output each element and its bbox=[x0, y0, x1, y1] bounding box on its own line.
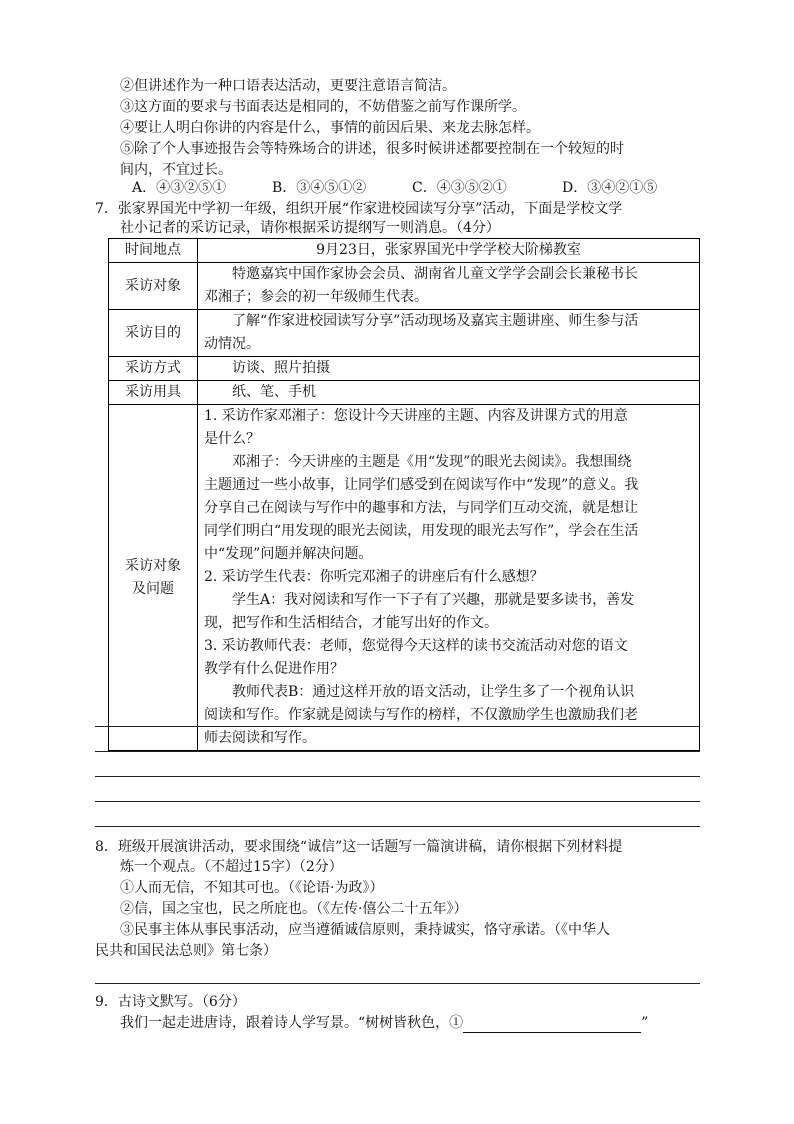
qa-content bbox=[198, 405, 700, 751]
qa-line: 阅读和写作。作家就是阅读与写作的榜样，不仅激励学生也激励我们老 bbox=[204, 707, 638, 723]
qa-label-line: 及问题 bbox=[132, 580, 174, 597]
q8-stem-line2: 炼一个观点。（不超过15字）（2分） bbox=[120, 859, 343, 875]
qa-line: 3. 采访教师代表：老师，您觉得今天这样的读书交流活动对您的语文 bbox=[204, 638, 628, 654]
qa-label-line: 采访对象 bbox=[125, 557, 181, 574]
q6-item-4: ④要让人明白你讲的内容是什么，事情的前因后果、来龙去脉怎样。 bbox=[120, 120, 540, 136]
qa-line: 1. 采访作家邓湘子：您设计今天讲座的主题、内容及讲课方式的用意 bbox=[204, 408, 628, 424]
q7-stem-line2: 社小记者的采访记录，请你根据采访提纲写一则消息。（4分） bbox=[120, 220, 500, 236]
fill-blank-1[interactable] bbox=[463, 1016, 641, 1033]
tools-label: 采访用具 bbox=[109, 381, 198, 405]
answer-line[interactable] bbox=[95, 751, 700, 752]
qa-label bbox=[109, 405, 198, 751]
q8-material: ②信，国之宝也，民之所庇也。（《左传·僖公二十五年》） bbox=[120, 901, 468, 917]
qa-line: 分享自己在阅读与写作中的趣事和方法，与同学们互动交流，就是想让 bbox=[204, 500, 638, 516]
interview-table bbox=[108, 238, 700, 751]
table-row bbox=[109, 239, 700, 263]
q8-stem-line1: 8．班级开展演讲活动，要求围绕“诚信”这一话题写一篇演讲稿，请你根据下列材料提 bbox=[95, 839, 623, 855]
tools-value: 纸、笔、手机 bbox=[198, 381, 700, 405]
time-label: 时间地点 bbox=[109, 239, 198, 263]
q8-material: ①人而无信，不知其可也。（《论语·为政》） bbox=[120, 880, 384, 896]
qa-line: 中“发现”问题并解决问题。 bbox=[204, 546, 373, 562]
q7-stem-line1: 7．张家界国光中学初一年级，组织开展“作家进校园读写分享”活动，下面是学校文学 bbox=[95, 201, 623, 217]
q6-item-5: ⑤除了个人事迹报告会等特殊场合的讲述，很多时候讲述都要控制在一个较短的时 bbox=[120, 141, 624, 157]
qa-line: 学生A：我对阅读和写作一下子有了兴趣，那就是要多读书，善发 bbox=[232, 592, 635, 608]
q9-line bbox=[120, 1013, 648, 1033]
object-label: 采访对象 bbox=[109, 263, 198, 310]
q6-item-5-cont: 间内，不宜过长。 bbox=[120, 162, 232, 178]
q6-options bbox=[132, 178, 692, 198]
q8-material-cont: 民共和国民法总则》第七条） bbox=[95, 943, 277, 959]
q8-material: ③民事主体从事民事活动，应当遵循诚信原则，秉持诚实，恪守承诺。（《中华人 bbox=[120, 922, 610, 938]
object-line: 邓湘子；参会的初一年级师生代表。 bbox=[204, 289, 428, 305]
answer-line[interactable] bbox=[95, 776, 700, 777]
q9-stem: 9．古诗文默写。（6分） bbox=[95, 994, 246, 1010]
answer-line[interactable] bbox=[95, 726, 700, 727]
qa-line: 邓湘子：今天讲座的主题是《用“发现”的眼光去阅读》。我想围绕 bbox=[232, 454, 632, 470]
answer-line[interactable] bbox=[95, 983, 700, 984]
q9-line-end: ” bbox=[641, 1015, 649, 1031]
q6-option-c[interactable]: C．④③⑤②① bbox=[412, 180, 507, 196]
qa-line: 2. 采访学生代表：你听完邓湘子的讲座后有什么感想？ bbox=[204, 569, 544, 585]
purpose-value bbox=[198, 310, 700, 357]
answer-line[interactable] bbox=[95, 826, 700, 827]
qa-line: 现，把写作和生活相结合，才能写出好的作文。 bbox=[204, 615, 498, 631]
table-row bbox=[109, 381, 700, 405]
object-line: 特邀嘉宾中国作家协会会员、湖南省儿童文学学会副会长兼秘书长 bbox=[232, 266, 638, 282]
qa-line: 同学们明白“用发现的眼光去阅读，用发现的眼光去写作”，学会在生活 bbox=[204, 523, 639, 539]
table-row bbox=[109, 310, 700, 357]
q6-option-d[interactable]: D．③④②①⑤ bbox=[562, 180, 658, 196]
time-value: 9月23日，张家界国光中学学校大阶梯教室 bbox=[198, 239, 700, 263]
qa-line: 教学有什么促进作用？ bbox=[204, 661, 344, 677]
purpose-line: 动情况。 bbox=[204, 336, 260, 352]
purpose-line: 了解“作家进校园读写分享”活动现场及嘉宾主题讲座、师生参与活 bbox=[232, 313, 639, 329]
method-value: 访谈、照片拍摄 bbox=[198, 357, 700, 381]
q6-item-3: ③这方面的要求与书面表达是相同的，不妨借鉴之前写作课所学。 bbox=[120, 99, 526, 115]
qa-line: 教师代表B：通过这样开放的语文活动，让学生多了一个视角认识 bbox=[232, 684, 635, 700]
table-row bbox=[109, 263, 700, 310]
table-row bbox=[109, 357, 700, 381]
table-row bbox=[109, 405, 700, 751]
qa-line: 师去阅读和写作。 bbox=[204, 730, 316, 746]
q6-option-b[interactable]: B．③④⑤①② bbox=[272, 180, 367, 196]
qa-line: 是什么？ bbox=[204, 431, 260, 447]
method-label: 采访方式 bbox=[109, 357, 198, 381]
object-value bbox=[198, 263, 700, 310]
q9-line-text: 我们一起走进唐诗，跟着诗人学写景。“树树皆秋色，① bbox=[120, 1015, 464, 1031]
q6-item-2: ②但讲述作为一种口语表达活动，更要注意语言简洁。 bbox=[120, 78, 456, 94]
q6-option-a[interactable]: A．④③②⑤① bbox=[132, 180, 227, 196]
qa-line: 主题通过一些小故事，让同学们感受到在阅读写作中“发现”的意义。我 bbox=[204, 477, 639, 493]
purpose-label: 采访目的 bbox=[109, 310, 198, 357]
answer-line[interactable] bbox=[95, 801, 700, 802]
